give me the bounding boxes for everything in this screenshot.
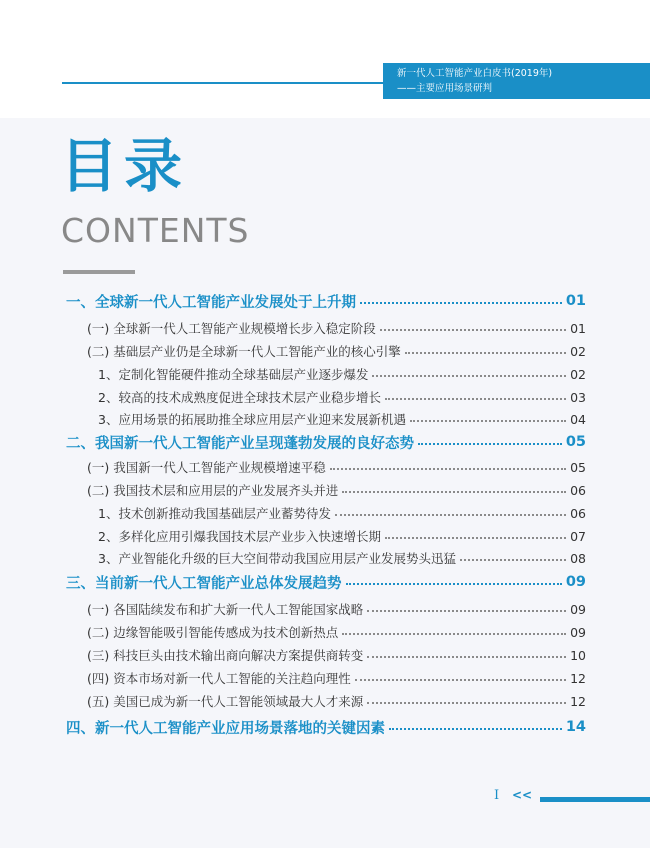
toc-entry[interactable] bbox=[0, 689, 650, 713]
toc-leader-dots bbox=[410, 420, 566, 422]
back-arrows-icon[interactable]: << bbox=[512, 788, 533, 802]
toc-section[interactable] bbox=[0, 715, 650, 739]
toc-entry-label: (四) 资本市场对新一代人工智能的关注趋向理性 bbox=[87, 671, 351, 686]
toc-leader-dots bbox=[385, 537, 566, 539]
toc-entry[interactable] bbox=[0, 546, 650, 570]
toc-entry[interactable] bbox=[0, 597, 650, 621]
toc-leader-dots bbox=[367, 610, 566, 612]
banner-subtitle: ——主要应用场景研判 bbox=[397, 83, 493, 94]
toc-entry-page: 12 bbox=[570, 693, 586, 709]
toc-entry-page: 09 bbox=[570, 624, 586, 640]
toc-leader-dots bbox=[389, 728, 562, 730]
toc-entry[interactable] bbox=[0, 362, 650, 386]
toc-entry[interactable] bbox=[0, 339, 650, 363]
toc-leader-dots bbox=[460, 559, 566, 561]
page-number: I bbox=[494, 788, 500, 803]
toc-entry[interactable] bbox=[0, 407, 650, 431]
toc-leader-dots bbox=[418, 443, 562, 445]
toc-entry-label: 三、当前新一代人工智能产业总体发展趋势 bbox=[66, 575, 342, 592]
banner-title: 新一代人工智能产业白皮书(2019年) bbox=[397, 68, 553, 79]
footer-bar bbox=[540, 797, 650, 802]
toc-leader-dots bbox=[342, 633, 566, 635]
toc-entry-label: 1、定制化智能硬件推动全球基础层产业逐步爆发 bbox=[98, 367, 369, 382]
toc-entry[interactable] bbox=[0, 455, 650, 479]
page-title: 目录 bbox=[60, 132, 189, 200]
toc-entry-page: 08 bbox=[570, 550, 586, 566]
toc-leader-dots bbox=[405, 352, 566, 354]
toc-entry-label: (三) 科技巨头由技术输出商向解决方案提供商转变 bbox=[87, 648, 364, 663]
toc-entry-label: (五) 美国已成为新一代人工智能领域最大人才来源 bbox=[87, 694, 364, 709]
toc-entry-page: 10 bbox=[570, 647, 586, 663]
toc-leader-dots bbox=[342, 491, 566, 493]
toc-entry-page: 05 bbox=[565, 434, 586, 450]
toc-entry-label: (二) 我国技术层和应用层的产业发展齐头并进 bbox=[87, 483, 339, 498]
toc-entry-page: 09 bbox=[570, 601, 586, 617]
toc-leader-dots bbox=[360, 302, 562, 304]
toc-section[interactable] bbox=[0, 570, 650, 594]
toc-entry-label: (二) 边缘智能吸引智能传感成为技术创新热点 bbox=[87, 625, 339, 640]
toc-entry-label: 1、技术创新推动我国基础层产业蓄势待发 bbox=[98, 506, 331, 521]
toc-entry-label: 3、应用场景的拓展助推全球应用层产业迎来发展新机遇 bbox=[98, 412, 406, 427]
toc-leader-dots bbox=[385, 398, 566, 400]
toc-leader-dots bbox=[346, 583, 562, 585]
toc-leader-dots bbox=[372, 375, 566, 377]
page-subtitle: CONTENTS bbox=[61, 211, 250, 250]
toc-entry-page: 06 bbox=[570, 505, 586, 521]
toc-entry[interactable] bbox=[0, 385, 650, 409]
toc-leader-dots bbox=[355, 679, 566, 681]
toc-entry-label: (一) 我国新一代人工智能产业规模增速平稳 bbox=[87, 460, 326, 475]
toc-entry[interactable] bbox=[0, 478, 650, 502]
toc-entry-label: 一、全球新一代人工智能产业发展处于上升期 bbox=[66, 294, 356, 311]
toc-entry-page: 09 bbox=[565, 574, 586, 590]
toc-entry-page: 12 bbox=[570, 670, 586, 686]
toc-section[interactable] bbox=[0, 430, 650, 454]
toc-entry-page: 06 bbox=[570, 482, 586, 498]
toc-entry-label: (一) 全球新一代人工智能产业规模增长步入稳定阶段 bbox=[87, 321, 376, 336]
toc-section[interactable] bbox=[0, 289, 650, 313]
toc-entry[interactable] bbox=[0, 316, 650, 340]
toc-leader-dots bbox=[330, 468, 566, 470]
toc-entry-page: 05 bbox=[570, 459, 586, 475]
header-rule bbox=[62, 82, 384, 84]
toc-entry-page: 01 bbox=[565, 293, 586, 309]
toc-entry[interactable] bbox=[0, 620, 650, 644]
header-banner bbox=[383, 63, 650, 99]
toc-entry[interactable] bbox=[0, 524, 650, 548]
toc-leader-dots bbox=[367, 702, 566, 704]
toc-entry-page: 02 bbox=[570, 366, 586, 382]
toc-entry[interactable] bbox=[0, 666, 650, 690]
toc-entry-label: 二、我国新一代人工智能产业呈现蓬勃发展的良好态势 bbox=[66, 435, 414, 452]
toc-entry[interactable] bbox=[0, 643, 650, 667]
toc-entry-label: 3、产业智能化升级的巨大空间带动我国应用层产业发展势头迅猛 bbox=[98, 551, 456, 566]
toc-entry-page: 01 bbox=[570, 320, 586, 336]
toc-leader-dots bbox=[367, 656, 566, 658]
toc-leader-dots bbox=[335, 514, 566, 516]
toc-leader-dots bbox=[380, 329, 566, 331]
toc-entry-page: 04 bbox=[570, 411, 586, 427]
title-divider bbox=[63, 270, 135, 274]
toc-entry-label: 2、多样化应用引爆我国技术层产业步入快速增长期 bbox=[98, 529, 381, 544]
toc-entry-page: 03 bbox=[570, 389, 586, 405]
toc-entry-label: 四、新一代人工智能产业应用场景落地的关键因素 bbox=[66, 720, 385, 737]
toc-entry-page: 07 bbox=[570, 528, 586, 544]
toc-entry-label: (一) 各国陆续发布和扩大新一代人工智能国家战略 bbox=[87, 602, 364, 617]
header-band bbox=[0, 0, 650, 118]
toc-entry[interactable] bbox=[0, 501, 650, 525]
toc-entry-label: 2、较高的技术成熟度促进全球技术层产业稳步增长 bbox=[98, 390, 381, 405]
toc-entry-page: 02 bbox=[570, 343, 586, 359]
toc-entry-label: (二) 基础层产业仍是全球新一代人工智能产业的核心引擎 bbox=[87, 344, 401, 359]
toc-entry-page: 14 bbox=[565, 719, 586, 735]
